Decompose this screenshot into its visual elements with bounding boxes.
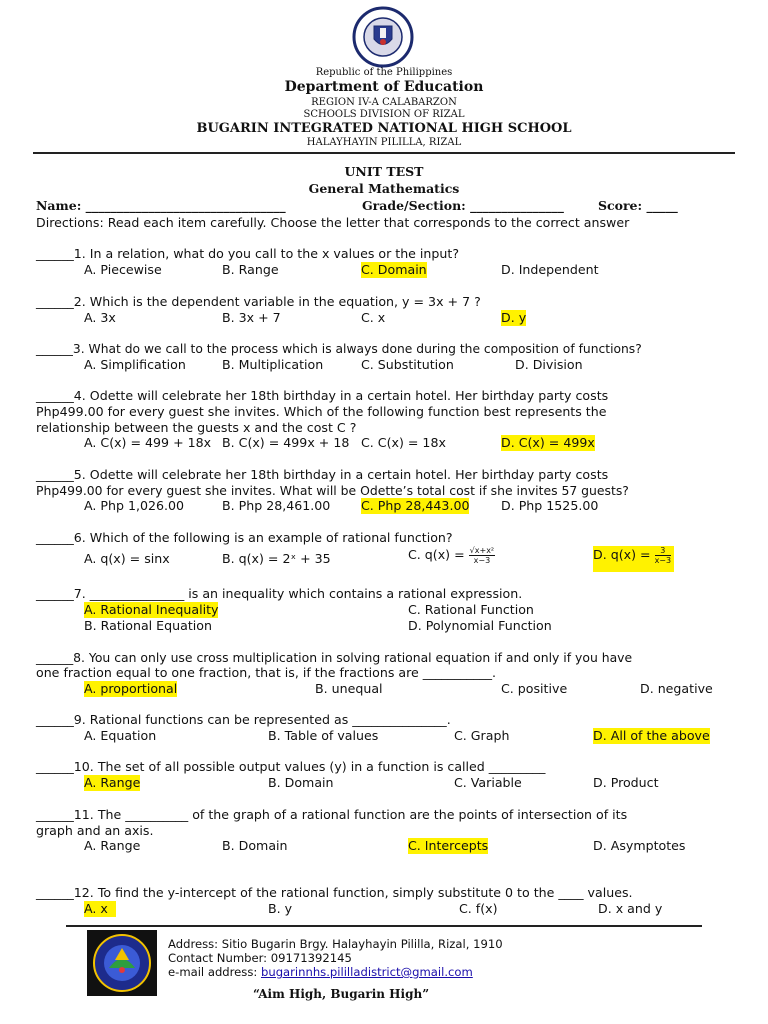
question-9: ______9. Rational functions can be represented as _______________.: [36, 712, 451, 727]
footer-email-link[interactable]: bugarinnhs.pililladistrict@gmail.com: [260, 965, 473, 979]
q4-option-a: A. C(x) = 499 + 18x: [84, 435, 212, 450]
question-3: ______3. What do we call to the process which is always done during the composition of functions?: [36, 342, 642, 356]
q1-option-c: C. Domain: [361, 262, 427, 277]
department-title: Department of Education: [284, 79, 484, 95]
footer-email-label: e-mail address:: [168, 965, 261, 979]
q8-option-a: A. proportional: [84, 681, 178, 696]
q8-option-b: B. unequal: [315, 681, 383, 696]
q8-option-c: C. positive: [501, 681, 568, 696]
header-divider: [33, 152, 735, 154]
q1-option-a: A. Piecewise: [84, 262, 162, 277]
question-4-line-1: ______4. Odette will celebrate her 18th birthday in a certain hotel. Her birthday party costs: [36, 388, 609, 403]
footer-address: Address: Sitio Bugarin Brgy. Halayhayin Pililla, Rizal, 1910: [168, 937, 503, 951]
school-logo: [87, 930, 157, 996]
q6-option-d-denominator: x−3: [654, 556, 672, 565]
question-4-line-2: Php499.00 for every guest she invites. Which of the following function best represents the: [36, 404, 607, 419]
footer-contact: Contact Number: 09171392145: [168, 951, 352, 965]
q6-option-d-numerator: 3: [655, 546, 672, 556]
q12-option-d: D. x and y: [598, 901, 663, 916]
question-5-line-2: Php499.00 for every guest she invites. What will be Odette’s total cost if she invites 57 guests?: [36, 483, 629, 498]
question-7: ______7. _______________ is an inequality which contains a rational expression.: [36, 586, 523, 601]
q6-option-d: [593, 546, 674, 572]
question-8-line-1: ______8. You can only use cross multiplication in solving rational equation if and only if you have: [36, 650, 633, 665]
q6-option-c-fraction: [469, 546, 495, 565]
subject-title: General Mathematics: [308, 181, 460, 196]
q11-option-a: A. Range: [84, 838, 141, 853]
q12-option-a: A. x: [84, 901, 116, 917]
question-10: ______10. The set of all possible output values (y) in a function is called _________: [36, 759, 546, 774]
q11-option-d: D. Asymptotes: [593, 838, 686, 853]
q11-option-b: B. Domain: [222, 838, 288, 853]
q10-option-a: A. Range: [84, 775, 141, 790]
name-field: Name: ________________________________: [36, 198, 286, 213]
q6-option-b: B. q(x) = 2ˣ + 35: [222, 551, 331, 566]
question-2: ______2. Which is the dependent variable in the equation, y = 3x + 7 ?: [36, 294, 481, 309]
q2-option-c: C. x: [361, 310, 386, 325]
question-12: ______12. To find the y-intercept of the rational function, simply substitute 0 to the ____ values.: [36, 885, 633, 900]
question-11-line-2: graph and an axis.: [36, 823, 154, 838]
q6-option-a: A. q(x) = sinx: [84, 551, 170, 566]
school-motto: “Aim High, Bugarin High”: [253, 987, 430, 1001]
q4-option-c: C. C(x) = 18x: [361, 435, 446, 450]
q10-option-d: D. Product: [593, 775, 659, 790]
q12-option-c: C. f(x): [459, 901, 498, 916]
question-6: ______6. Which of the following is an example of rational function?: [36, 530, 453, 545]
question-8-line-2: one fraction equal to one fraction, that is, if the fractions are ___________.: [36, 665, 497, 680]
question-1: ______1. In a relation, what do you call to the x values or the input?: [36, 246, 460, 261]
q3-option-a: A. Simplification: [84, 357, 186, 372]
directions: Directions: Read each item carefully. Choose the letter that corresponds to the correct answer: [36, 215, 630, 230]
q7-option-c: C. Rational Function: [408, 602, 534, 617]
q6-option-d-fraction: [655, 546, 672, 565]
q7-option-d: D. Polynomial Function: [408, 618, 552, 633]
q9-option-c: C. Graph: [454, 728, 510, 743]
q5-option-b: B. Php 28,461.00: [222, 498, 331, 513]
q9-option-a: A. Equation: [84, 728, 157, 743]
q7-option-b: B. Rational Equation: [84, 618, 212, 633]
question-4-line-3: relationship between the guests x and the cost C ?: [36, 420, 357, 435]
q12-option-b: B. y: [268, 901, 293, 916]
footer-divider: [66, 925, 702, 927]
q9-option-d: D. All of the above: [593, 728, 710, 743]
q2-option-d: D. y: [501, 310, 527, 325]
q1-option-b: B. Range: [222, 262, 279, 277]
grade-section-field: Grade/Section: _______________: [362, 198, 564, 213]
division-line: SCHOOLS DIVISION OF RIZAL: [303, 109, 465, 120]
question-5-line-1: ______5. Odette will celebrate her 18th birthday in a certain hotel. Her birthday party costs: [36, 467, 609, 482]
q9-option-b: B. Table of values: [268, 728, 379, 743]
q6-option-c-numerator: √x+x²: [469, 546, 495, 555]
school-name: BUGARIN INTEGRATED NATIONAL HIGH SCHOOL: [196, 121, 572, 136]
q10-option-c: C. Variable: [454, 775, 522, 790]
q8-option-d: D. negative: [640, 681, 713, 696]
q5-option-a: A. Php 1,026.00: [84, 498, 185, 513]
q6-option-c-denominator: x−3: [473, 556, 491, 565]
q1-option-d: D. Independent: [501, 262, 599, 277]
q11-option-c: C. Intercepts: [408, 838, 489, 853]
deped-seal: [350, 6, 416, 68]
q3-option-c: C. Substitution: [361, 357, 454, 372]
q2-option-a: A. 3x: [84, 310, 116, 325]
q4-option-d: D. C(x) = 499x: [501, 435, 595, 450]
q6-option-d-label: D. q(x) =: [593, 547, 651, 562]
q4-option-b: B. C(x) = 499x + 18: [222, 435, 350, 450]
q5-option-c: C. Php 28,443.00: [361, 498, 470, 513]
q6-option-c-label: C. q(x) =: [408, 547, 465, 562]
q3-option-b: B. Multiplication: [222, 357, 324, 372]
q3-option-d: D. Division: [515, 357, 583, 372]
republic-line: Republic of the Philippines: [315, 67, 453, 78]
test-title: UNIT TEST: [344, 164, 424, 179]
score-field: Score: _____: [598, 198, 678, 213]
q6-option-c: [408, 546, 495, 572]
question-11-line-1: ______11. The __________ of the graph of a rational function are the points of intersection of its: [36, 807, 628, 822]
q10-option-b: B. Domain: [268, 775, 334, 790]
school-location: HALAYHAYIN PILILLA, RIZAL: [306, 137, 462, 148]
q2-option-b: B. 3x + 7: [222, 310, 281, 325]
region-line: REGION IV-A CALABARZON: [311, 97, 457, 108]
q5-option-d: D. Php 1525.00: [501, 498, 599, 513]
footer-email-line: [168, 965, 473, 979]
q7-option-a: A. Rational Inequality: [84, 602, 219, 617]
